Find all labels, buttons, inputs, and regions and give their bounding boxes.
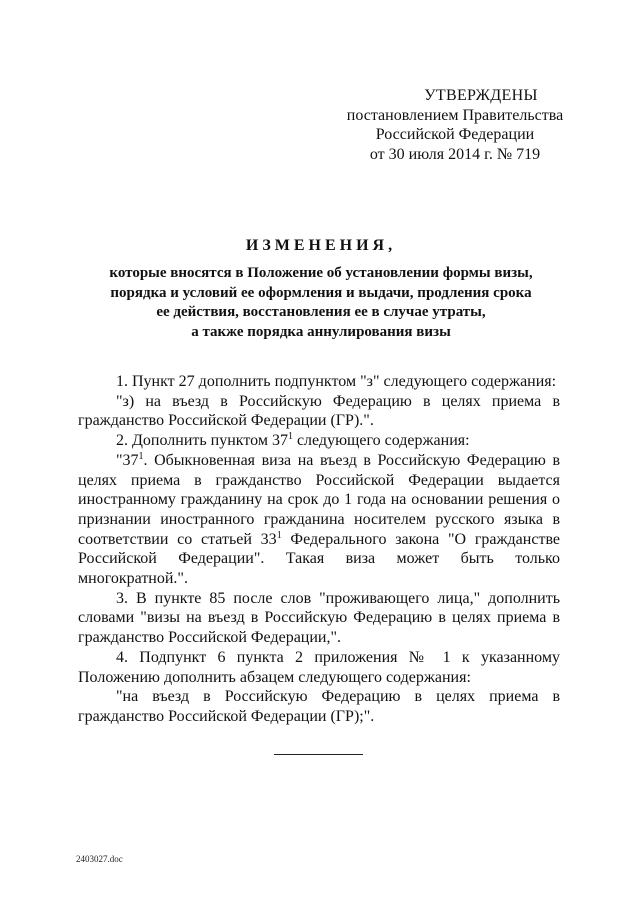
- amendment-4: 4. Подпункт 6 пункта 2 приложения № 1 к указанному Положению дополнить абзацем следующего содержания:: [78, 648, 560, 686]
- superscript: 1: [138, 450, 144, 462]
- amendment-2-quote: [78, 451, 560, 589]
- end-divider: [274, 754, 363, 755]
- superscript: 1: [287, 431, 293, 443]
- amendment-4-quote: "на въезд в Российскую Федерацию в целях приема в гражданство Российской Федерации (ГР);".: [78, 688, 560, 725]
- superscript: 1: [276, 529, 282, 541]
- amendment-2: [78, 431, 560, 451]
- approval-line-2: Российской Федерации: [375, 126, 535, 143]
- amendment-2-quote-b: . Обыкновенная виза на въезд в Российскую Федерацию в целях приема в гражданство Российской Федерации выдается иностранному гражданину на срок до 1 года на основании решения о признании иностранного гражданина носителем русского языка в соответствии со статьей 33: [78, 451, 560, 548]
- approval-line-1: постановлением Правительства: [346, 106, 564, 124]
- amendment-1-quote: "з) на въезд в Российскую Федерацию в целях приема в гражданство Российской Федерации (ГР).".: [78, 392, 560, 430]
- document-subtitle: [60, 264, 582, 342]
- subtitle-line-3: ее действия, восстановления ее в случае утраты,: [156, 304, 486, 320]
- amendment-2-quote-a: "37: [116, 451, 139, 469]
- approval-line-3: от 30 июля 2014 г. № 719: [369, 145, 541, 163]
- document-title: ИЗМЕНЕНИЯ,: [245, 237, 397, 254]
- amendment-2-quote-c: Федерального закона "О гражданстве Российской Федерации". Такая виза может быть только многократной.".: [78, 530, 561, 588]
- amendment-1: 1. Пункт 27 дополнить подпунктом "з" следующего содержания:: [116, 373, 557, 390]
- subtitle-line-4: а также порядка аннулирования визы: [191, 323, 451, 340]
- approval-heading: УТВЕРЖДЕНЫ: [424, 87, 538, 104]
- file-code: 2403027.doc: [76, 854, 123, 864]
- subtitle-line-2: порядка и условий ее оформления и выдачи, продления срока: [110, 284, 532, 301]
- amendment-2-text-b: следующего содержания:: [292, 432, 470, 450]
- subtitle-line-1: которые вносятся в Положение об установлении формы визы,: [109, 265, 533, 281]
- amendment-2-text-a: 2. Дополнить пунктом 37: [116, 432, 288, 450]
- approval-block: [330, 86, 580, 164]
- amendment-3: 3. В пункте 85 после слов "проживающего лица," дополнить словами "визы на въезд в Российскую Федерацию в целях приема в гражданство Российской Федерации,".: [78, 589, 560, 647]
- amendments-body: [78, 372, 560, 727]
